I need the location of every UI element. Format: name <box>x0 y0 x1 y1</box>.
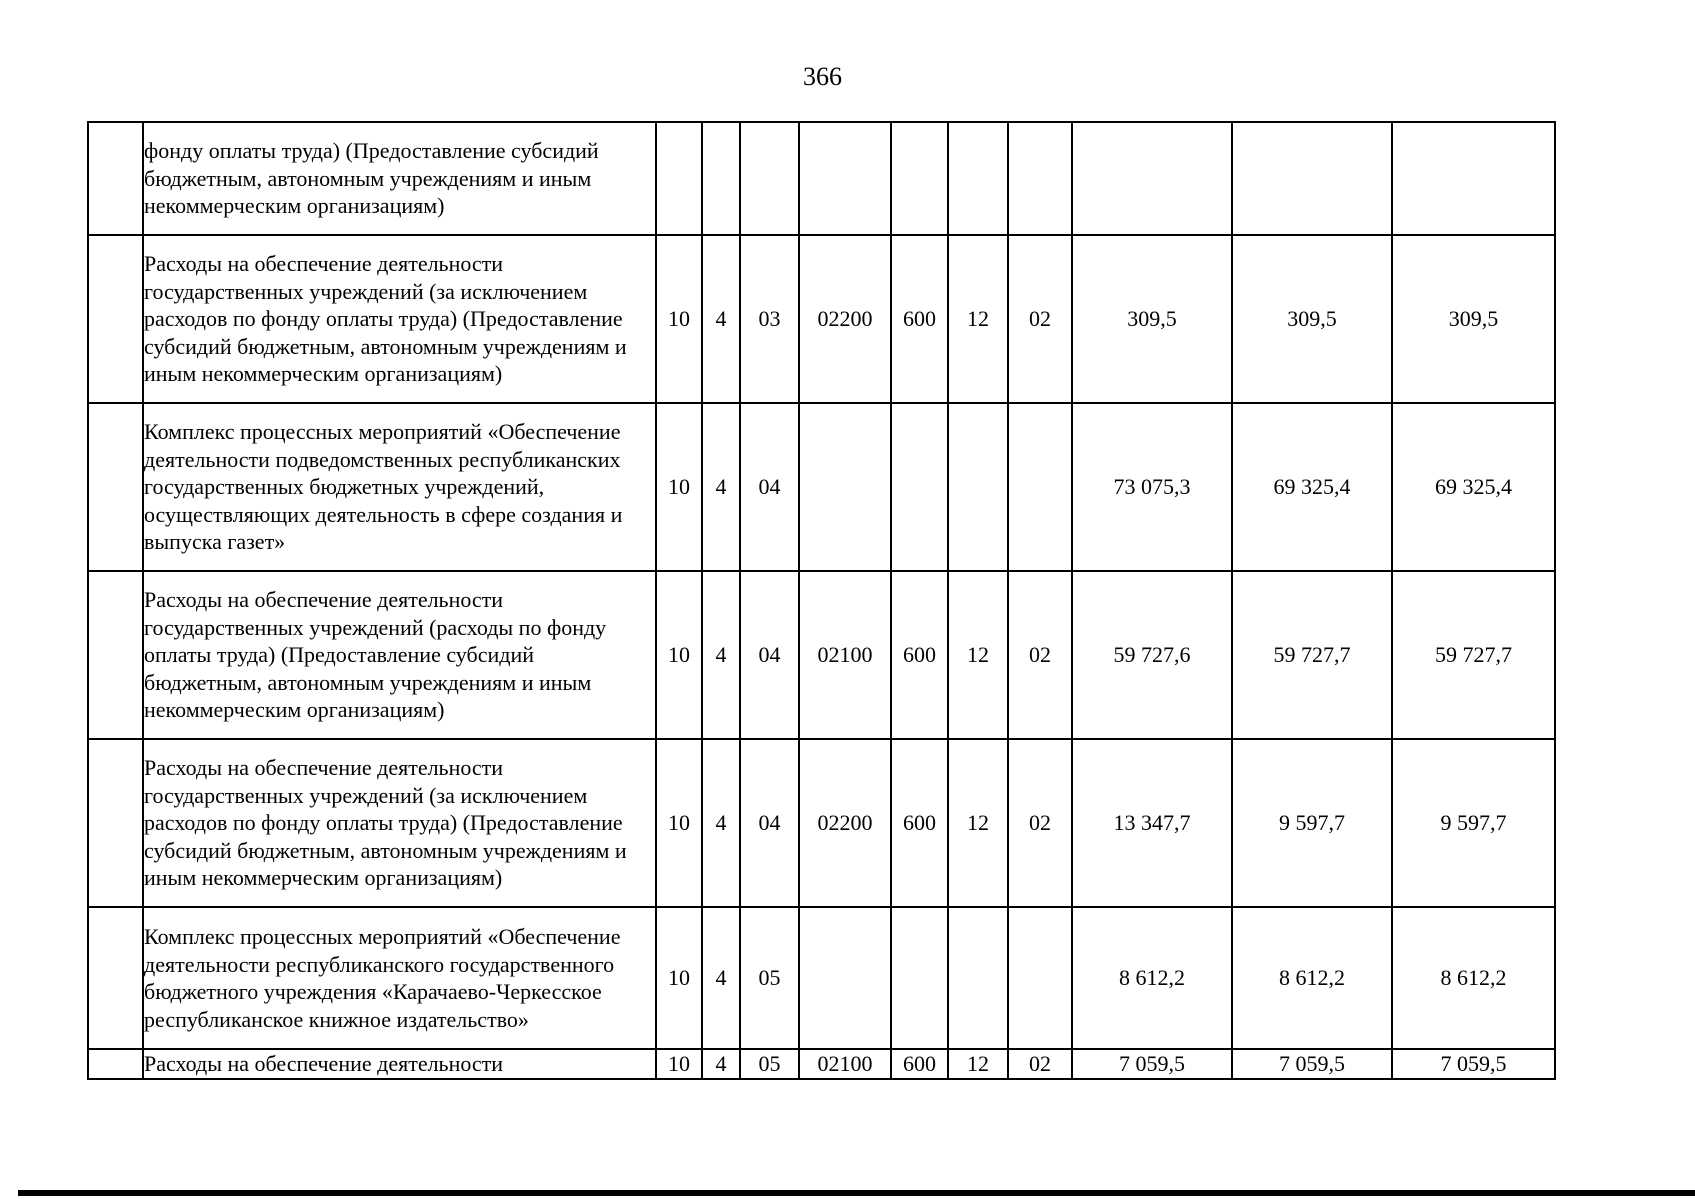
code-cell: 02200 <box>799 739 891 907</box>
code-cell <box>799 122 891 235</box>
amount-cell: 309,5 <box>1392 235 1555 403</box>
code-cell: 4 <box>702 235 740 403</box>
code-cell: 10 <box>656 739 702 907</box>
code-cell <box>891 122 948 235</box>
code-cell <box>740 122 799 235</box>
code-cell: 03 <box>740 235 799 403</box>
row-number-cell <box>88 739 143 907</box>
amount-cell: 9 597,7 <box>1392 739 1555 907</box>
amount-cell: 13 347,7 <box>1072 739 1232 907</box>
code-cell <box>656 122 702 235</box>
code-cell: 4 <box>702 571 740 739</box>
code-cell <box>891 907 948 1049</box>
amount-cell: 59 727,6 <box>1072 571 1232 739</box>
amount-cell: 7 059,5 <box>1232 1049 1392 1079</box>
code-cell <box>891 403 948 571</box>
table-row <box>88 403 1555 571</box>
description-cell: Комплекс процессных мероприятий «Обеспечение деятельности республиканского государственного бюджетного учреждения «Карачаево-Черкесское республиканское книжное издательство» <box>143 907 656 1049</box>
description-cell: Расходы на обеспечение деятельности государственных учреждений (за исключением расходов по фонду оплаты труда) (Предоставление субсидий бюджетным, автономным учреждениям и иным некоммерческим организациям) <box>143 235 656 403</box>
code-cell: 02100 <box>799 571 891 739</box>
code-cell: 02100 <box>799 1049 891 1079</box>
code-cell <box>1008 403 1072 571</box>
amount-cell <box>1072 122 1232 235</box>
code-cell: 4 <box>702 1049 740 1079</box>
amount-cell: 59 727,7 <box>1392 571 1555 739</box>
code-cell: 10 <box>656 235 702 403</box>
code-cell: 4 <box>702 907 740 1049</box>
code-cell <box>1008 122 1072 235</box>
code-cell: 05 <box>740 907 799 1049</box>
row-number-cell <box>88 403 143 571</box>
amount-cell <box>1232 122 1392 235</box>
code-cell <box>948 403 1008 571</box>
budget-table <box>87 121 1556 1080</box>
row-number-cell <box>88 1049 143 1079</box>
code-cell: 12 <box>948 571 1008 739</box>
code-cell: 04 <box>740 739 799 907</box>
amount-cell: 69 325,4 <box>1392 403 1555 571</box>
table-row <box>88 571 1555 739</box>
page-number: 366 <box>803 62 842 91</box>
code-cell <box>948 907 1008 1049</box>
code-cell: 05 <box>740 1049 799 1079</box>
description-cell: Расходы на обеспечение деятельности государственных учреждений (за исключением расходов по фонду оплаты труда) (Предоставление субсидий бюджетным, автономным учреждениям и иным некоммерческим организациям) <box>143 739 656 907</box>
amount-cell <box>1392 122 1555 235</box>
table-row <box>88 739 1555 907</box>
code-cell: 10 <box>656 907 702 1049</box>
code-cell: 02 <box>1008 571 1072 739</box>
code-cell: 02 <box>1008 739 1072 907</box>
bottom-rule <box>18 1190 1695 1196</box>
amount-cell: 8 612,2 <box>1072 907 1232 1049</box>
code-cell: 04 <box>740 403 799 571</box>
row-number-cell <box>88 235 143 403</box>
code-cell: 600 <box>891 1049 948 1079</box>
code-cell: 12 <box>948 235 1008 403</box>
code-cell: 02200 <box>799 235 891 403</box>
amount-cell: 309,5 <box>1072 235 1232 403</box>
code-cell: 12 <box>948 739 1008 907</box>
code-cell <box>799 403 891 571</box>
amount-cell: 309,5 <box>1232 235 1392 403</box>
row-number-cell <box>88 907 143 1049</box>
code-cell: 04 <box>740 571 799 739</box>
code-cell: 600 <box>891 571 948 739</box>
description-cell: Комплекс процессных мероприятий «Обеспечение деятельности подведомственных республиканских государственных бюджетных учреждений, осуществляющих деятельность в сфере создания и выпуска газет» <box>143 403 656 571</box>
amount-cell: 8 612,2 <box>1232 907 1392 1049</box>
code-cell: 10 <box>656 403 702 571</box>
code-cell: 600 <box>891 739 948 907</box>
code-cell: 02 <box>1008 235 1072 403</box>
amount-cell: 7 059,5 <box>1072 1049 1232 1079</box>
code-cell: 02 <box>1008 1049 1072 1079</box>
amount-cell: 73 075,3 <box>1072 403 1232 571</box>
code-cell: 12 <box>948 1049 1008 1079</box>
row-number-cell <box>88 571 143 739</box>
description-cell: фонду оплаты труда) (Предоставление субсидий бюджетным, автономным учреждениям и иным некоммерческим организациям) <box>143 122 656 235</box>
code-cell <box>1008 907 1072 1049</box>
code-cell: 4 <box>702 739 740 907</box>
amount-cell: 8 612,2 <box>1392 907 1555 1049</box>
code-cell <box>799 907 891 1049</box>
amount-cell: 69 325,4 <box>1232 403 1392 571</box>
table-row <box>88 122 1555 235</box>
table-row <box>88 1049 1555 1079</box>
code-cell: 10 <box>656 1049 702 1079</box>
row-number-cell <box>88 122 143 235</box>
amount-cell: 9 597,7 <box>1232 739 1392 907</box>
table-row <box>88 235 1555 403</box>
code-cell <box>702 122 740 235</box>
amount-cell: 59 727,7 <box>1232 571 1392 739</box>
code-cell: 4 <box>702 403 740 571</box>
amount-cell: 7 059,5 <box>1392 1049 1555 1079</box>
description-cell: Расходы на обеспечение деятельности <box>143 1049 656 1079</box>
code-cell: 10 <box>656 571 702 739</box>
code-cell: 600 <box>891 235 948 403</box>
table-row <box>88 907 1555 1049</box>
description-cell: Расходы на обеспечение деятельности государственных учреждений (расходы по фонду оплаты труда) (Предоставление субсидий бюджетным, автономным учреждениям и иным некоммерческим организациям) <box>143 571 656 739</box>
code-cell <box>948 122 1008 235</box>
